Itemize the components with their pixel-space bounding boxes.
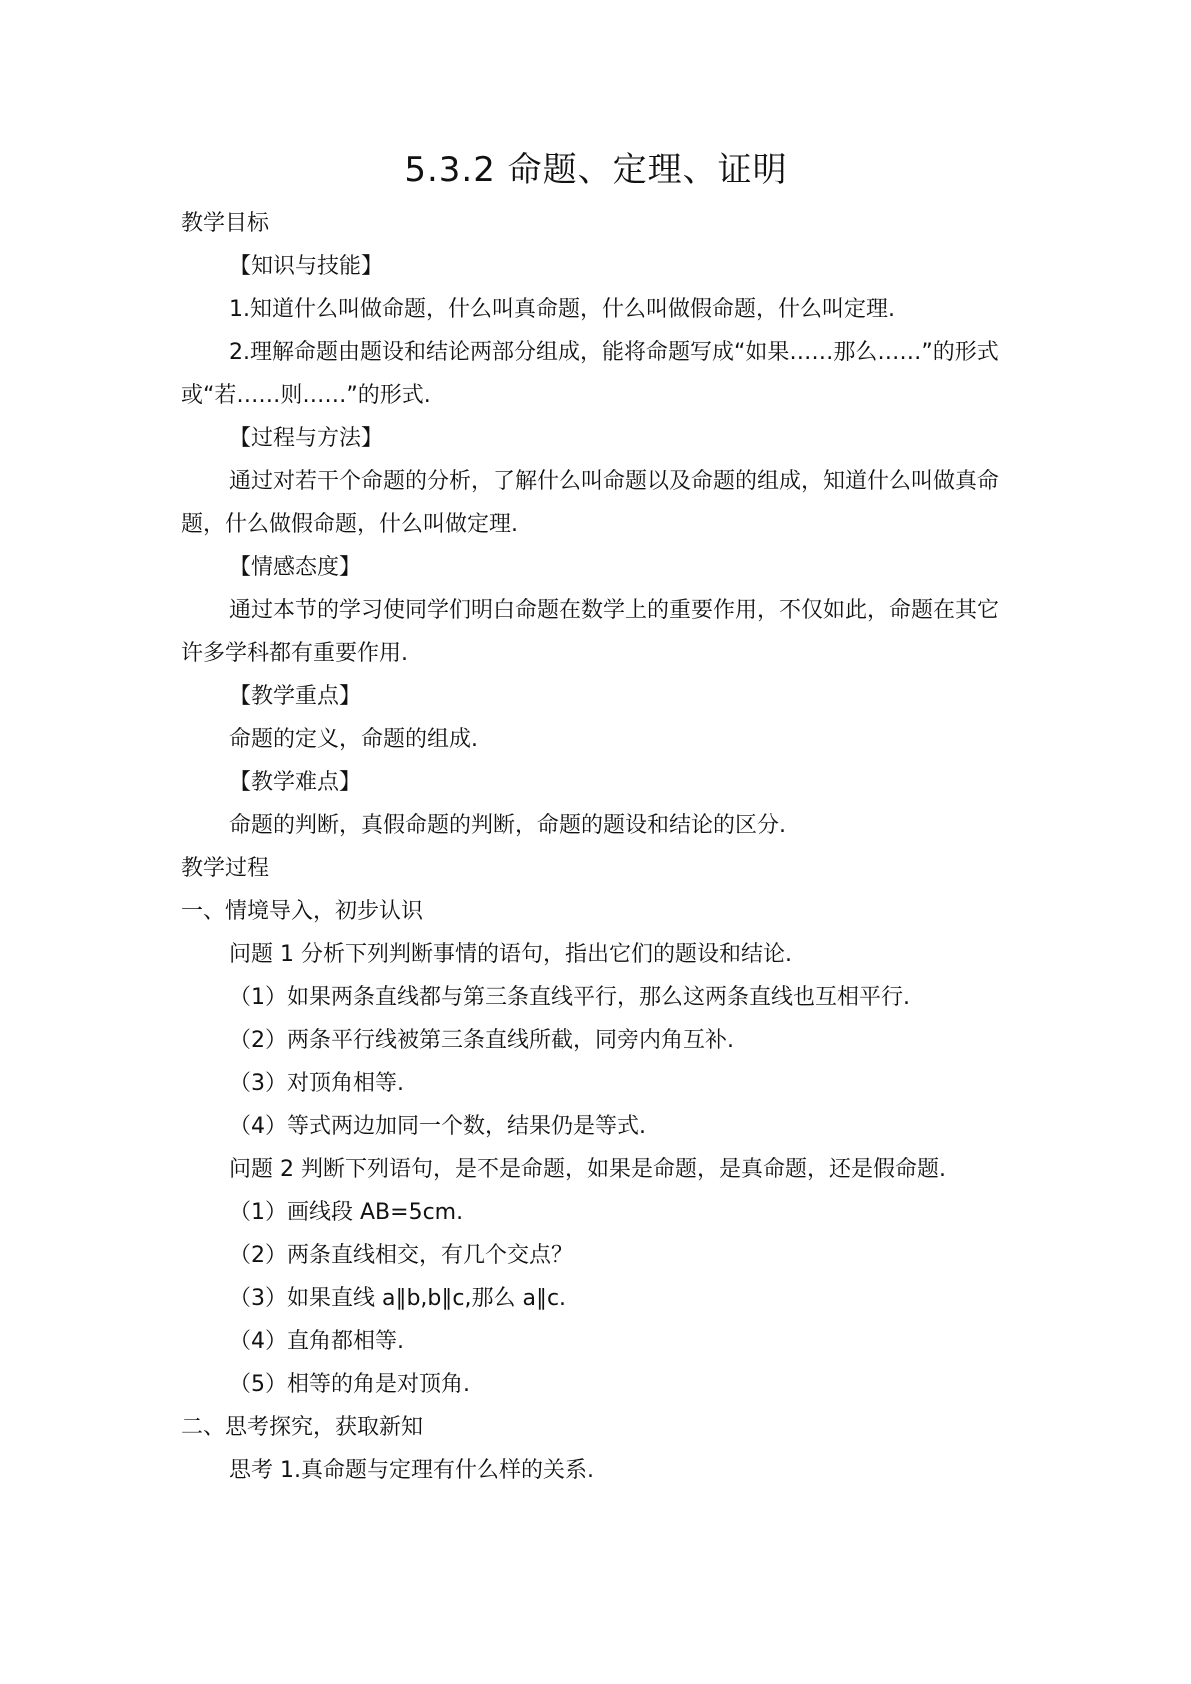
subheading-difficult-points: 【教学难点】 [229,770,362,795]
question-2: 问题 2 判断下列语句，是不是命题，如果是命题，是真命题，还是假命题. [229,1157,946,1182]
subheading-emotional-attitude: 【情感态度】 [229,555,362,580]
question-1-item-1: （1）如果两条直线都与第三条直线平行，那么这两条直线也互相平行. [229,985,910,1010]
process-method-text: 通过对若干个命题的分析，了解什么叫命题以及命题的组成，知道什么叫做真命题，什么做假命题，什么叫做定理. [181,469,1000,537]
document-content [181,140,1011,1492]
difficult-points-text: 命题的判断，真假命题的判断，命题的题设和结论的区分. [229,813,786,838]
document-title: 5.3.2 命题、定理、证明 [404,150,788,190]
subheading-knowledge-skills: 【知识与技能】 [229,254,384,279]
subheading-key-points: 【教学重点】 [229,684,362,709]
section-heading-part-one: 一、情境导入，初步认识 [181,899,424,924]
section-heading-teaching-goals: 教学目标 [181,211,270,236]
question-2-item-3: （3）如果直线 a∥b,b∥c,那么 a∥c. [229,1286,567,1311]
question-1: 问题 1 分析下列判断事情的语句，指出它们的题设和结论. [229,942,792,967]
key-points-text: 命题的定义，命题的组成. [229,727,478,752]
question-1-item-3: （3）对顶角相等. [229,1071,404,1096]
emotional-attitude-text: 通过本节的学习使同学们明白命题在数学上的重要作用，不仅如此，命题在其它许多学科都有重要作用. [181,598,1000,666]
question-2-item-1: （1）画线段 AB=5cm. [229,1200,464,1225]
question-2-item-4: （4）直角都相等. [229,1329,404,1354]
goal-item-1: 1.知道什么叫做命题，什么叫真命题，什么叫做假命题，什么叫定理. [229,297,895,322]
subheading-process-method: 【过程与方法】 [229,426,384,451]
question-1-item-4: （4）等式两边加同一个数，结果仍是等式. [229,1114,646,1139]
goal-item-2: 2.理解命题由题设和结论两部分组成，能将命题写成“如果……那么……”的形式或“若……则……”的形式. [181,340,999,408]
section-heading-part-two: 二、思考探究，获取新知 [181,1415,424,1440]
question-1-item-2: （2）两条平行线被第三条直线所截，同旁内角互补. [229,1028,734,1053]
question-2-item-2: （2）两条直线相交，有几个交点？ [229,1243,573,1268]
question-2-item-5: （5）相等的角是对顶角. [229,1372,470,1397]
section-heading-teaching-process: 教学过程 [181,856,270,881]
thinking-question-1: 思考 1.真命题与定理有什么样的关系. [229,1458,594,1483]
